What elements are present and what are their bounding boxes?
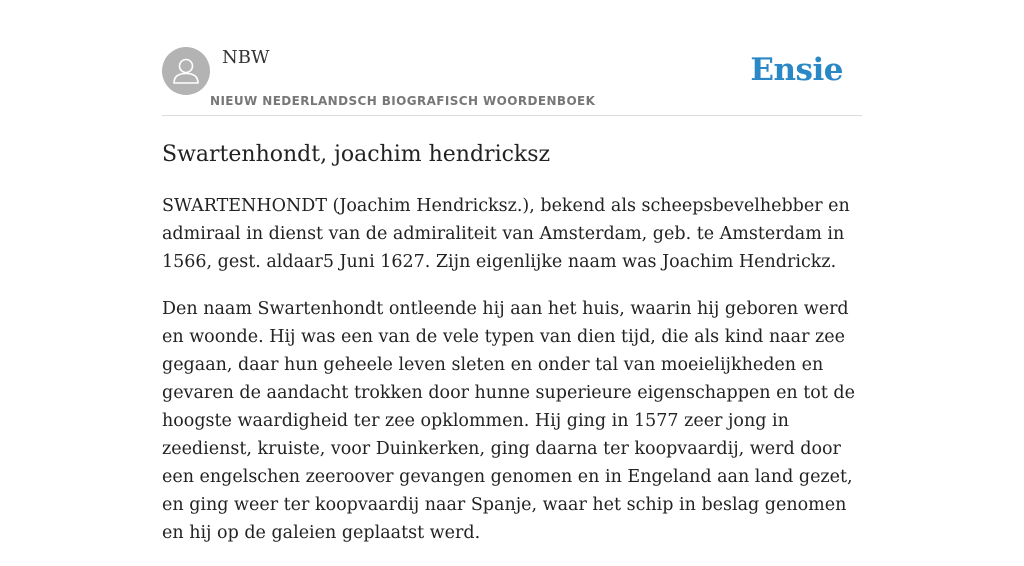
- article-title: Swartenhondt, joachim hendricksz: [162, 142, 551, 167]
- source-name[interactable]: NBW: [222, 47, 270, 68]
- source-header: [162, 46, 862, 116]
- article-body: [162, 192, 862, 566]
- article-paragraph: SWARTENHONDT (Joachim Hendricksz.), bekend als scheepsbevelhebber en admiraal in dienst van de admiraliteit van Amsterdam, geb. te Amsterdam in 1566, gest. aldaar5 Juni 1627. Zijn eigenlijke naam was Joachim Hendrickz.: [162, 196, 850, 272]
- source-full-name: NIEUW NEDERLANDSCH BIOGRAFISCH WOORDENBOEK: [210, 94, 596, 108]
- avatar[interactable]: [162, 47, 210, 95]
- user-silhouette-icon: [162, 47, 210, 95]
- article-paragraph: Den naam Swartenhondt ontleende hij aan het huis, waarin hij geboren werd en woonde. Hij was een van de vele typen van dien tijd, die als kind naar zee gegaan, daar hun geheele leven sleten en onder tal van moeielijkheden en gevaren de aandacht trokken door hunne superieure eigenschappen en tot de hoogste waardigheid ter zee opklommen. Hij ging in 1577 zeer jong in zeedienst, kruiste, voor Duinkerken, ging daarna ter koopvaardij, werd door een engelschen zeeroover gevangen genomen en in Engeland aan land gezet, en ging weer ter koopvaardij naar Spanje, waar het schip in beslag genomen en hij op de galeien geplaatst werd.: [162, 299, 855, 543]
- ensie-logo[interactable]: Ensie: [750, 52, 843, 88]
